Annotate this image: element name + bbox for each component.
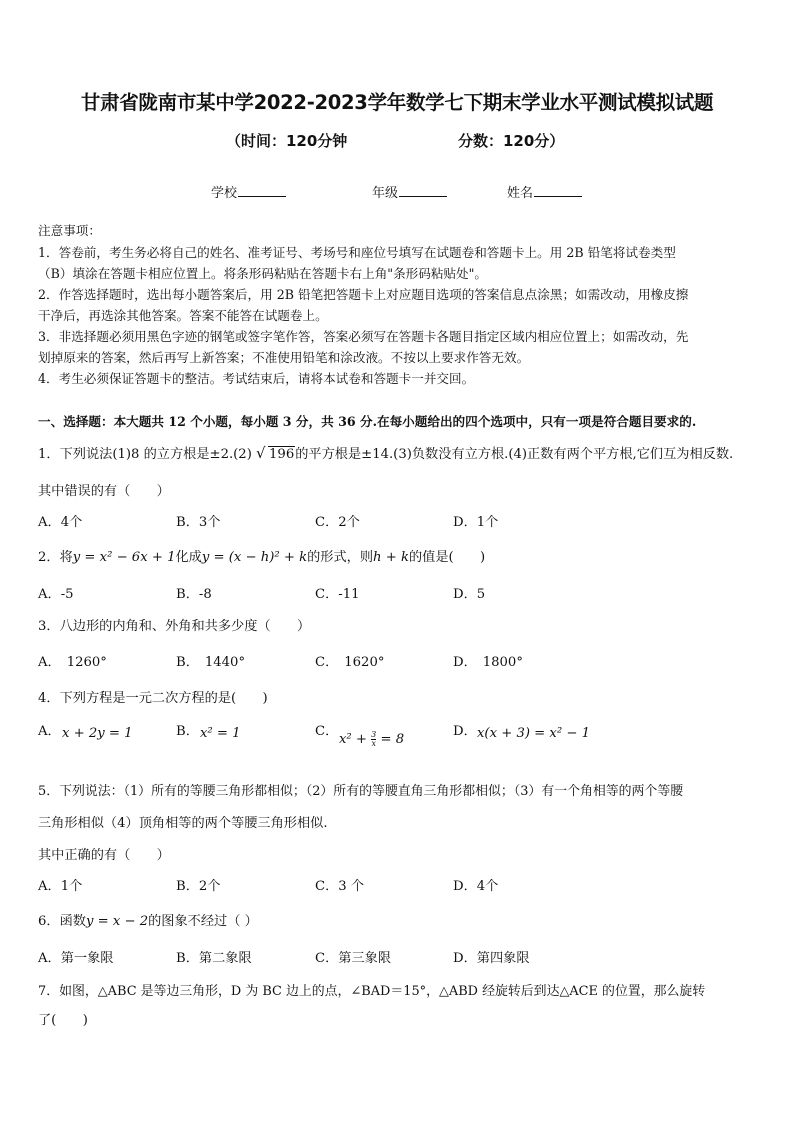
question-4-stem: 4．下列方程是一元二次方程的是( ) [38, 691, 268, 706]
q4-option-d: x(x + 3) = x² − 1 [477, 726, 590, 741]
question-7-line-2: 了( ) [38, 1013, 88, 1028]
school-blank [238, 184, 286, 197]
exam-time: （时间：120分钟 [226, 132, 348, 150]
q2-text-c: 的形式，则 [307, 550, 374, 565]
q4-label-c: C． [315, 724, 339, 739]
q5-option-c: C．3 个 [315, 879, 365, 894]
q2-option-c: C．-11 [315, 587, 360, 602]
notes-block [38, 220, 760, 386]
note-line: 划掉原来的答案，然后再写上新答案；不准使用铅笔和涂改液。不按以上要求作答无效。 [38, 350, 530, 365]
q2-text-b: 化成 [175, 550, 202, 565]
grade-field [372, 182, 447, 201]
q4-label-b: B． [176, 724, 199, 739]
q3-value-b: 1440° [204, 655, 246, 670]
q3-option-a [38, 651, 107, 670]
q2-expr-3: h + k [373, 550, 409, 565]
question-5-prompt: 其中正确的有（ ） [38, 848, 170, 863]
q1-text-a: 1．下列说法(1)8 的立方根是±2.(2) [38, 447, 252, 462]
q4-c-denominator: x [371, 739, 376, 748]
notes-heading: 注意事项： [38, 223, 101, 238]
question-1-stem [38, 443, 733, 462]
q2-expr-1: y = x² − 6x + 1 [72, 550, 176, 565]
q1-text-b: 的平方根是±14.(3)负数没有立方根.(4)正数有两个平方根,它们互为相反数. [295, 447, 734, 462]
q2-option-d: D．5 [453, 587, 486, 602]
q2-option-b: B．-8 [176, 587, 212, 602]
q5-option-b: B．2个 [176, 879, 221, 894]
q3-value-c: 1620° [344, 655, 385, 670]
q6-option-c: C．第三象限 [315, 951, 392, 966]
q6-option-a: A．第一象限 [38, 951, 114, 966]
q5-option-d: D．4个 [453, 879, 499, 894]
exam-score: 分数：120分） [458, 132, 565, 150]
q4-c-post: = 8 [380, 732, 405, 747]
grade-blank [399, 184, 447, 197]
q3-label-c: C． [315, 655, 339, 670]
question-7-line-1: 7．如图，△ABC 是等边三角形，D 为 BC 边上的点，∠BAD＝15°，△ABD 经旋转后到达△ACE 的位置，那么旋转 [38, 984, 706, 999]
note-line: 2．作答选择题时，选出每小题答案后，用 2B 铅笔把答题卡上对应题目选项的答案信息点涂黑；如需改动，用橡皮擦 [38, 287, 689, 302]
q4-c-fraction [371, 731, 376, 748]
q5-option-a: A．1个 [38, 879, 83, 894]
name-blank [534, 184, 582, 197]
section-heading: 一、选择题：本大题共 12 个小题，每小题 3 分，共 36 分.在每小题给出的四个选项中，只有一项是符合题目要求的. [38, 414, 697, 429]
q3-option-c [315, 651, 384, 670]
q1-sqrt: √ 196 [256, 444, 295, 462]
q3-option-b [176, 651, 245, 670]
q2-text-d: 的值是( ) [408, 550, 486, 565]
question-1-prompt: 其中错误的有（ ） [38, 484, 170, 499]
q2-option-a: A．-5 [38, 587, 74, 602]
name-field [507, 182, 582, 201]
q4-option-c [339, 731, 404, 748]
q2-expr-2: y = (x − h)² + k [201, 550, 308, 565]
q2-text-a: 2．将 [38, 550, 73, 565]
q3-option-d [453, 651, 523, 670]
q3-value-d: 1800° [482, 655, 523, 670]
school-field [211, 182, 286, 201]
q3-value-a: 1260° [66, 655, 107, 670]
question-3-stem: 3．八边形的内角和、外角和共多少度（ ） [38, 619, 311, 634]
q3-label-b: B． [176, 655, 199, 670]
q4-option-b: x² = 1 [200, 726, 241, 741]
question-5-line-1: 5．下列说法：（1）所有的等腰三角形都相似；（2）所有的等腰直角三角形都相似；（3）有一个角相等的两个等腰 [38, 784, 684, 799]
school-label: 学校 [211, 186, 238, 201]
q1-radicand: 196 [269, 447, 295, 462]
q4-label-d: D． [453, 724, 477, 739]
q4-c-numerator: 3 [371, 730, 377, 739]
name-label: 姓名 [507, 186, 534, 201]
q3-label-a: A． [38, 655, 61, 670]
note-line: （B）填涂在答题卡相应位置上。将条形码粘贴在答题卡右上角"条形码粘贴处"。 [38, 266, 488, 281]
exam-title: 甘肃省陇南市某中学2022-2023学年数学七下期末学业水平测试模拟试题 [80, 91, 714, 114]
question-6-stem [38, 910, 258, 929]
note-line: 干净后，再选涂其他答案。答案不能答在试题卷上。 [38, 308, 328, 323]
q3-label-d: D． [453, 655, 477, 670]
q6-option-b: B．第二象限 [176, 951, 252, 966]
q6-option-d: D．第四象限 [453, 951, 530, 966]
question-2-stem [38, 546, 485, 565]
q4-c-pre: x² + [339, 732, 367, 747]
note-line: 3．非选择题必须用黑色字迹的钢笔或签字笔作答，答案必须写在答题卡各题目指定区域内相应位置上；如需改动，先 [38, 329, 689, 344]
question-5-line-2: 三角形相似（4）顶角相等的两个等腰三角形相似. [38, 816, 328, 831]
q4-option-a: x + 2y = 1 [62, 726, 133, 741]
note-line: 1．答卷前，考生务必将自己的姓名、准考证号、考场号和座位号填写在试题卷和答题卡上。用 2B 铅笔将试卷类型 [38, 245, 676, 260]
q6-text-b: 的图象不经过（ ） [148, 914, 258, 929]
q4-label-a: A． [38, 724, 61, 739]
grade-label: 年级 [372, 186, 399, 201]
note-line: 4．考生必须保证答题卡的整洁。考试结束后，请将本试卷和答题卡一并交回。 [38, 371, 475, 386]
q1-option-a: A．4个 [38, 515, 83, 530]
q6-text-a: 6．函数 [38, 914, 86, 929]
q6-expr: y = x − 2 [85, 914, 149, 929]
q1-option-b: B．3个 [176, 515, 221, 530]
q1-option-d: D．1个 [453, 515, 499, 530]
q1-option-c: C．2个 [315, 515, 360, 530]
